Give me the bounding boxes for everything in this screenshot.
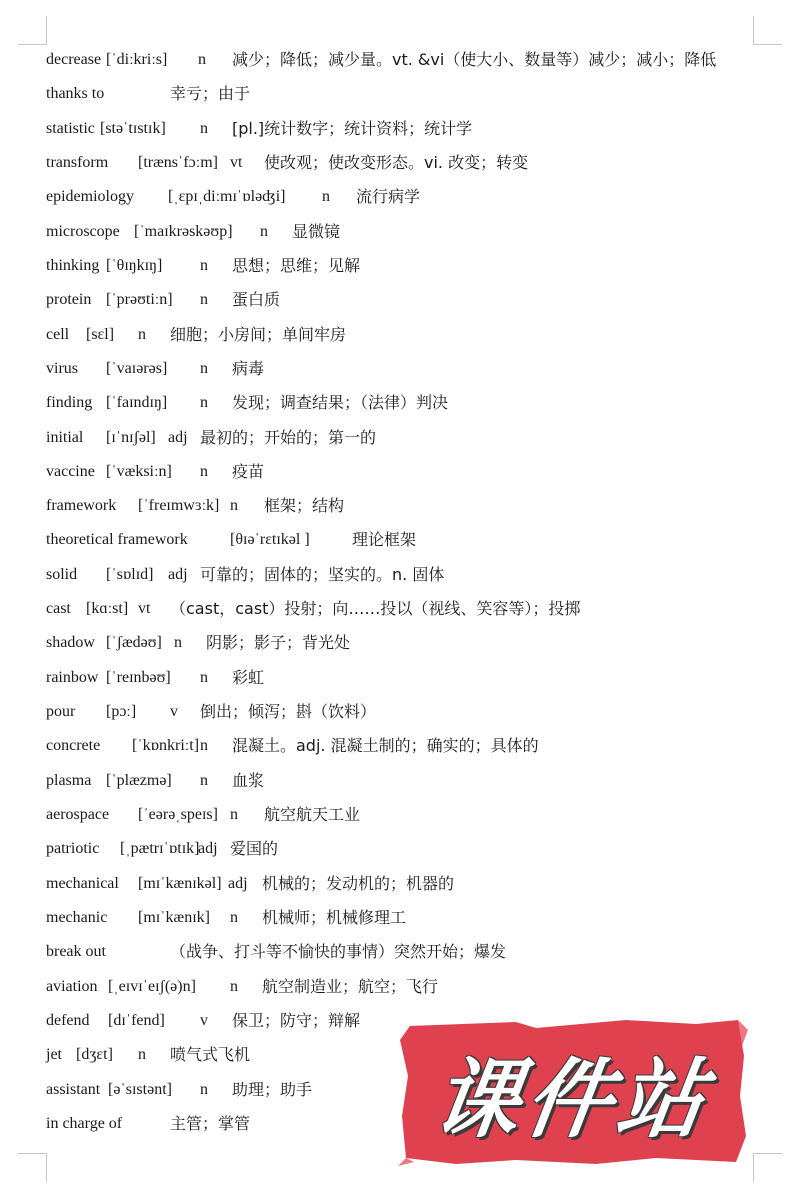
vocab-entry — [46, 767, 766, 795]
vocab-word: in charge of — [46, 1115, 123, 1132]
vocab-meaning: 最初的；开始的；第一的 — [200, 428, 377, 447]
vocab-word: framework — [46, 497, 117, 514]
vocab-phonetic: [ˈprəʊtiːn] — [106, 291, 173, 308]
vocab-word: defend — [46, 1012, 90, 1029]
vocab-phonetic: [ˌɛpɪˌdiːmɪˈɒləʤi] — [168, 188, 286, 205]
vocab-word: aerospace — [46, 806, 110, 823]
vocab-meaning: 机械师；机械修理工 — [262, 908, 407, 927]
vocab-part-of-speech: n — [200, 669, 208, 686]
vocab-phonetic: [trænsˈfɔːm] — [138, 154, 218, 171]
vocab-phonetic: [ˈvæksiːn] — [106, 463, 172, 480]
vocab-meaning: 倒出；倾泻；斟（饮料） — [200, 702, 377, 721]
vocab-word: thinking — [46, 257, 100, 274]
vocab-meaning: （战争、打斗等不愉快的事情）突然开始；爆发 — [170, 942, 507, 961]
watermark-text: 课件站 — [426, 1050, 717, 1150]
vocab-entry — [46, 664, 766, 692]
vocab-part-of-speech: adj — [228, 875, 248, 892]
vocab-word: break out — [46, 943, 106, 960]
vocab-word: virus — [46, 360, 78, 377]
vocab-entry — [46, 561, 766, 589]
vocab-meaning: 爱国的 — [230, 839, 279, 858]
vocab-meaning: 疫苗 — [232, 462, 265, 481]
vocab-meaning: （cast，cast）投射；向……投以（视线、笑容等）；投掷 — [170, 599, 581, 618]
vocab-word: mechanical — [46, 875, 119, 892]
vocab-entry — [46, 321, 766, 349]
vocab-meaning: 细胞；小房间；单间牢房 — [170, 325, 347, 344]
vocab-part-of-speech: n — [200, 394, 208, 411]
vocab-meaning: 航空航天工业 — [264, 805, 361, 824]
vocab-entry — [46, 629, 766, 657]
vocab-entry — [46, 595, 766, 623]
vocab-meaning: 发现；调查结果；（法律）判决 — [232, 393, 449, 412]
vocab-part-of-speech: n — [260, 223, 268, 240]
vocab-word: mechanic — [46, 909, 108, 926]
vocab-word: rainbow — [46, 669, 99, 686]
vocab-part-of-speech: n — [230, 978, 238, 995]
vocab-word: thanks to — [46, 85, 105, 102]
vocab-word: plasma — [46, 772, 92, 789]
vocab-meaning: 幸亏；由于 — [170, 84, 251, 103]
vocab-part-of-speech: v — [170, 703, 178, 720]
vocab-part-of-speech: adj — [198, 840, 218, 857]
vocab-word: protein — [46, 291, 92, 308]
vocab-part-of-speech: n — [138, 326, 146, 343]
vocab-phonetic: [ˈplæzmə] — [106, 772, 172, 789]
vocab-meaning: 混凝土。adj. 混凝土制的；确实的；具体的 — [232, 736, 539, 755]
vocab-entry — [46, 252, 766, 280]
vocab-phonetic: [ˈdiːkriːs] — [106, 51, 168, 68]
vocab-meaning: 思想；思维；见解 — [232, 256, 361, 275]
vocab-entry — [46, 835, 766, 863]
vocab-meaning: 彩虹 — [232, 668, 265, 687]
vocab-entry — [46, 870, 766, 898]
vocab-part-of-speech: n — [174, 634, 182, 651]
vocab-part-of-speech: n — [200, 1081, 208, 1098]
vocab-phonetic: [ɪˈnɪʃəl] — [106, 429, 156, 446]
vocab-meaning: 使改观；使改变形态。vi. 改变；转变 — [264, 153, 529, 172]
vocab-word: cast — [46, 600, 71, 617]
vocab-phonetic: [sɛl] — [86, 326, 115, 343]
vocab-entry — [46, 973, 766, 1001]
vocab-phonetic: [dɪˈfend] — [108, 1012, 165, 1029]
vocab-phonetic: [ˈfreɪmwɜːk] — [138, 497, 220, 514]
vocab-phonetic: [ˈʃædəʊ] — [106, 634, 162, 651]
vocab-meaning: 显微镜 — [292, 222, 341, 241]
vocab-word: epidemiology — [46, 188, 134, 205]
vocab-part-of-speech: n — [230, 497, 238, 514]
vocab-meaning: 血浆 — [232, 771, 265, 790]
vocab-part-of-speech: adj — [168, 566, 188, 583]
vocab-part-of-speech: n — [200, 772, 208, 789]
vocab-meaning: 流行病学 — [356, 187, 421, 206]
vocab-part-of-speech: v — [200, 1012, 208, 1029]
vocab-entry — [46, 183, 766, 211]
vocab-meaning: 主管；掌管 — [170, 1114, 251, 1133]
vocab-word: assistant — [46, 1081, 101, 1098]
vocab-phonetic: [stəˈtɪstɪk] — [100, 120, 166, 137]
vocab-phonetic: [ˈθɪŋkɪŋ] — [106, 257, 163, 274]
vocab-entry — [46, 149, 766, 177]
vocab-phonetic: [pɔː] — [106, 703, 137, 720]
vocab-part-of-speech: n — [200, 737, 208, 754]
watermark-stamp — [396, 1016, 750, 1168]
vocab-meaning: 助理；助手 — [232, 1080, 313, 1099]
vocab-entry — [46, 115, 766, 143]
vocab-word: cell — [46, 326, 70, 343]
page-corner-mark — [18, 1153, 47, 1182]
vocab-part-of-speech: n — [230, 909, 238, 926]
vocab-part-of-speech: n — [200, 120, 208, 137]
vocab-word: vaccine — [46, 463, 95, 480]
vocab-word: shadow — [46, 634, 95, 651]
vocab-meaning: 理论框架 — [352, 530, 417, 549]
vocab-meaning: 蛋白质 — [232, 290, 281, 309]
vocab-phonetic: [ˌeɪvɪˈeɪʃ(ə)n] — [108, 978, 196, 995]
vocab-meaning: 航空制造业；航空；飞行 — [262, 977, 439, 996]
page-corner-mark — [18, 16, 47, 45]
vocab-word: solid — [46, 566, 78, 583]
vocab-word: patriotic — [46, 840, 100, 857]
vocab-part-of-speech: adj — [168, 429, 188, 446]
vocab-word: pour — [46, 703, 76, 720]
vocab-phonetic: [ˈeərəˌspeɪs] — [138, 806, 218, 823]
vocab-phonetic: [əˈsɪstənt] — [108, 1081, 172, 1098]
vocab-phonetic: [ˈsɒlɪd] — [106, 566, 154, 583]
vocab-entry — [46, 424, 766, 452]
vocab-entry — [46, 286, 766, 314]
vocab-phonetic: [ˈkɒnkriːt] — [132, 737, 200, 754]
vocab-phonetic: [ˌpætrɪˈɒtɪk] — [120, 840, 200, 857]
vocab-part-of-speech: n — [138, 1046, 146, 1063]
vocab-word: concrete — [46, 737, 101, 754]
vocab-entry — [46, 389, 766, 417]
vocab-meaning: 保卫；防守；辩解 — [232, 1011, 361, 1030]
vocab-entry — [46, 904, 766, 932]
vocab-meaning: 框架；结构 — [264, 496, 345, 515]
vocab-phonetic: [dʒɛt] — [76, 1046, 113, 1063]
vocab-phonetic: [ˈvaɪərəs] — [106, 360, 168, 377]
vocab-phonetic: [ˈmaɪkrəskəʊp] — [134, 223, 233, 240]
vocab-meaning: [pl.]统计数字；统计资料；统计学 — [232, 119, 473, 138]
vocab-phonetic: [ˈreɪnbəʊ] — [106, 669, 171, 686]
vocab-entry — [46, 218, 766, 246]
vocab-word: aviation — [46, 978, 98, 995]
vocab-phonetic: [mɪˈkænɪkəl] — [138, 875, 222, 892]
vocab-word: transform — [46, 154, 109, 171]
vocab-entry — [46, 801, 766, 829]
vocab-part-of-speech: n — [200, 360, 208, 377]
vocab-entry — [46, 492, 766, 520]
vocab-entry — [46, 80, 766, 108]
vocab-part-of-speech: vt — [230, 154, 243, 171]
vocab-meaning: 阴影；影子；背光处 — [206, 633, 351, 652]
vocab-word: jet — [46, 1046, 62, 1063]
vocab-word: microscope — [46, 223, 120, 240]
vocab-word: initial — [46, 429, 84, 446]
vocab-entry — [46, 938, 766, 966]
vocab-meaning: 喷气式飞机 — [170, 1045, 251, 1064]
vocab-part-of-speech: n — [198, 51, 206, 68]
vocab-part-of-speech: n — [200, 463, 208, 480]
vocab-part-of-speech: n — [322, 188, 330, 205]
vocab-part-of-speech: n — [230, 806, 238, 823]
vocab-entry — [46, 732, 766, 760]
vocab-part-of-speech: vt — [138, 600, 151, 617]
vocab-entry — [46, 458, 766, 486]
vocab-part-of-speech: n — [200, 257, 208, 274]
vocab-meaning: 病毒 — [232, 359, 265, 378]
vocab-entry — [46, 46, 766, 74]
vocab-meaning: 机械的；发动机的；机器的 — [262, 874, 455, 893]
vocab-entry — [46, 355, 766, 383]
vocab-phonetic: [ˈfaɪndɪŋ] — [106, 394, 168, 411]
vocab-word: statistic — [46, 120, 95, 137]
vocab-part-of-speech: n — [200, 291, 208, 308]
vocab-meaning: 可靠的；固体的；坚实的。n. 固体 — [200, 565, 445, 584]
page-corner-mark — [753, 16, 782, 45]
vocab-entry — [46, 526, 766, 554]
vocab-phonetic: [θɪəˈrɛtɪkəl ] — [230, 531, 310, 548]
vocab-phonetic: [mɪˈkænɪk] — [138, 909, 210, 926]
vocab-phonetic: [kɑːst] — [86, 600, 129, 617]
vocab-word: theoretical framework — [46, 531, 188, 548]
vocab-entry — [46, 698, 766, 726]
vocab-word: decrease — [46, 51, 102, 68]
vocab-word: finding — [46, 394, 93, 411]
page-corner-mark — [753, 1153, 782, 1182]
vocab-meaning: 减少；降低；减少量。vt. &vi（使大小、数量等）减少；减小；降低 — [232, 50, 717, 69]
